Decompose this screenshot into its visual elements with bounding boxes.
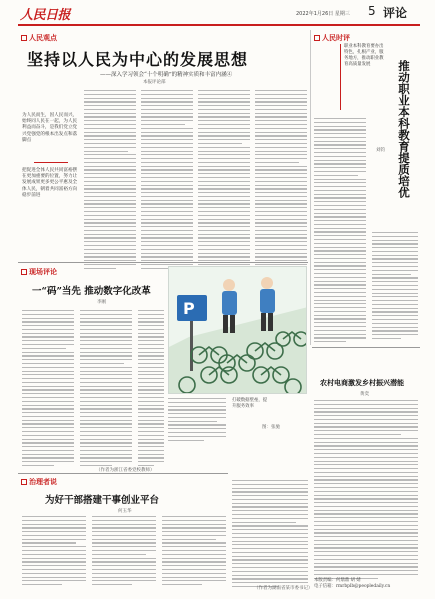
lead-author: 本报评论部 [143, 80, 166, 85]
section-rule-right [312, 347, 420, 348]
bottom-body-col3 [162, 516, 226, 588]
section-rule-middle [18, 262, 308, 263]
right-body-col2 [372, 232, 418, 342]
issue-date: 2022年1月26日 星期三 [296, 11, 350, 17]
image-credit: 图：张驰 [262, 425, 280, 430]
footer [314, 578, 424, 590]
digital-author: 李刚 [97, 300, 106, 305]
right-boxed-quote: 职业本科教育要办出特色，扎根产业，服务地方，推动职业教育高质量发展 [340, 44, 386, 110]
masthead [0, 0, 435, 28]
pullquote-2: 把促进全体人民共同富裕摆在更加重要的位置，努力让发展成果更多更公平惠及全体人民，朝着共同富裕方向稳步前进 [22, 168, 78, 198]
bike-parking-illustration [168, 266, 307, 394]
lead-body-col1 [84, 90, 136, 272]
page-number: 5 [368, 4, 376, 18]
digital-body-col2 [80, 310, 132, 469]
digital-body-col4 [168, 398, 226, 443]
image-caption: 打破数据壁垒，提升服务效率 [232, 398, 268, 409]
digital-title: 一“码”当先 推动数字化改革 [32, 286, 151, 297]
bottom-body-col1 [22, 516, 86, 588]
rural-author: 黄奕 [360, 392, 369, 397]
tag-square-icon [314, 35, 320, 41]
digital-body-col1 [22, 310, 74, 469]
lead-tag: 人民观点 [21, 33, 57, 43]
footer-email: 电子信箱：rmrbplb@peopledaily.cn [314, 584, 391, 589]
digital-source-note: （作者为浙江省委党校教师） [96, 468, 155, 473]
rural-body-col1 [314, 400, 418, 582]
digital-tag: 现场评论 [21, 267, 57, 277]
bottom-title: 为好干部搭建干事创业平台 [45, 495, 160, 506]
tag-square-icon [21, 479, 27, 485]
footer-editors: 本版责编：何鼎鼎 胡 婧 [314, 578, 361, 583]
bottom-body-col4 [232, 480, 308, 590]
right-author: 刘钧 [376, 148, 385, 153]
tag-square-icon [21, 269, 27, 275]
bottom-source-note: （作者为湖南省某市委书记） [254, 586, 313, 591]
bottom-tag: 治理者说 [21, 477, 57, 487]
bottom-body-col2 [92, 516, 156, 588]
right-title: 推动职业本科教育提质培优 [397, 60, 411, 198]
lead-body-col4 [255, 90, 307, 272]
rural-title: 农村电商激发乡村振兴潜能 [320, 378, 404, 387]
tag-square-icon [21, 35, 27, 41]
bottom-author: 何玉华 [118, 509, 132, 514]
masthead-rule [18, 24, 420, 26]
newspaper-logo: 人民日报 [20, 8, 71, 23]
lead-title: 坚持以人民为中心的发展思想 [27, 50, 249, 69]
right-body-col1 [314, 118, 366, 345]
bike-scene-svg [169, 267, 307, 394]
column-rule-right [310, 30, 311, 345]
digital-body-col3 [138, 310, 164, 469]
pullquote-divider [34, 162, 68, 163]
lead-body-col2 [141, 90, 193, 272]
lead-subtitle: ——深入学习领会“十个明确”的精神实质和丰富内涵④ [100, 72, 233, 78]
lead-body-col3 [198, 90, 250, 272]
section-rule-bottom [18, 473, 228, 474]
pullquote-1: 为人民而生，因人民而兴，始终同人民在一起，为人民利益而奋斗，是我们党立党兴党强党的根本出发点和落脚点 [22, 113, 78, 143]
right-tag: 人民时评 [314, 33, 350, 43]
parking-sign-letter: P [183, 299, 195, 318]
section-name: 评论 [383, 6, 408, 20]
